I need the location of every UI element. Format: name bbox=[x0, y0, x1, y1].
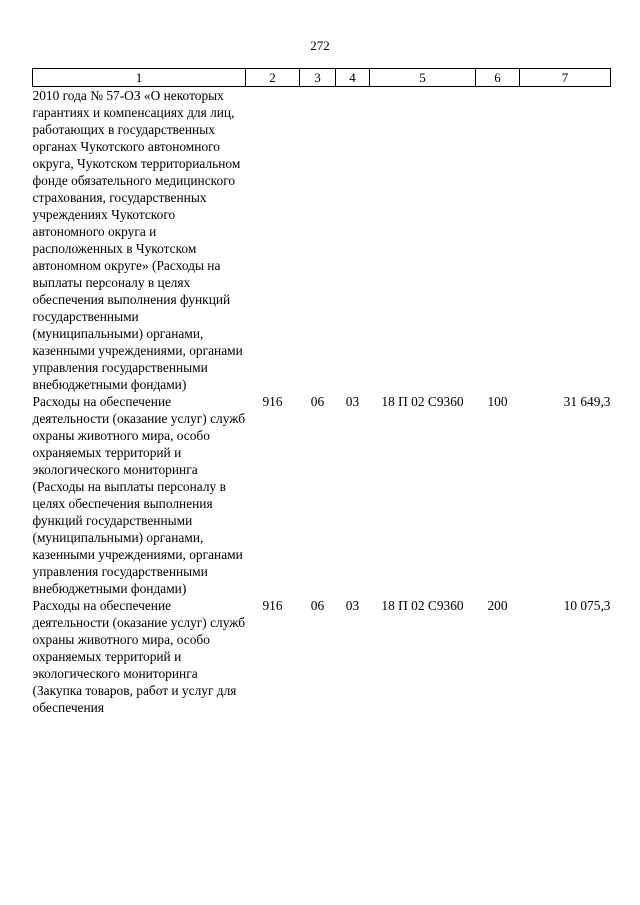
table-row bbox=[33, 393, 611, 597]
column-header-1: 1 bbox=[33, 69, 246, 87]
section-code: 06 bbox=[310, 598, 325, 613]
expense-type-code: 200 bbox=[487, 598, 508, 613]
ministry-code: 916 bbox=[262, 394, 283, 409]
column-header-5: 5 bbox=[370, 69, 476, 87]
section-code bbox=[300, 87, 336, 394]
row-description: Расходы на обеспечение деятельности (оказание услуг) служб охраны животного мира, особо охраняемых территорий и экологического мониторинга (Расходы на выплаты персоналу в целях обеспечения выполнения функций государственными (муниципальными) органами, казенными учреждениями, органами управления государственными внебюджетными фондами) bbox=[32, 394, 246, 596]
subsection-code: 03 bbox=[345, 598, 360, 613]
target-article-code bbox=[370, 87, 476, 394]
header-row bbox=[33, 69, 611, 87]
target-article-code: 18 П 02 С9360 bbox=[381, 394, 464, 409]
column-header-7: 7 bbox=[520, 69, 611, 87]
page-number: 272 bbox=[310, 38, 330, 53]
expense-type-code bbox=[476, 87, 520, 394]
column-header-3: 3 bbox=[300, 69, 336, 87]
subsection-code bbox=[336, 87, 370, 394]
column-header-6: 6 bbox=[476, 69, 520, 87]
subsection-code: 03 bbox=[345, 394, 360, 409]
column-header-4: 4 bbox=[336, 69, 370, 87]
row-description: Расходы на обеспечение деятельности (оказание услуг) служб охраны животного мира, особо охраняемых территорий и экологического мониторинга (Закупка товаров, работ и услуг для обеспечения bbox=[32, 598, 246, 715]
amount: 31 649,3 bbox=[563, 394, 611, 409]
column-header-2: 2 bbox=[246, 69, 300, 87]
table-row bbox=[33, 87, 611, 394]
row-description: 2010 года № 57-ОЗ «О некоторых гарантиях и компенсациях для лиц, работающих в государственных органах Чукотского автономного округа, Чукотском территориальном фонде обязательного медицинского страхования, государственных учреждениях Чукотского автономного округа и расположенных в Чукотском автономном округе» (Расходы на выплаты персоналу в целях обеспечения выполнения функций государственными (муниципальными) органами, казенными учреждениями, органами управления государственными внебюджетными фондами) bbox=[32, 88, 243, 392]
budget-table bbox=[32, 68, 611, 716]
amount bbox=[520, 87, 611, 394]
table-row bbox=[33, 597, 611, 716]
expense-type-code: 100 bbox=[487, 394, 508, 409]
ministry-code: 916 bbox=[262, 598, 283, 613]
ministry-code bbox=[246, 87, 300, 394]
section-code: 06 bbox=[310, 394, 325, 409]
target-article-code: 18 П 02 С9360 bbox=[381, 598, 464, 613]
amount: 10 075,3 bbox=[563, 598, 611, 613]
